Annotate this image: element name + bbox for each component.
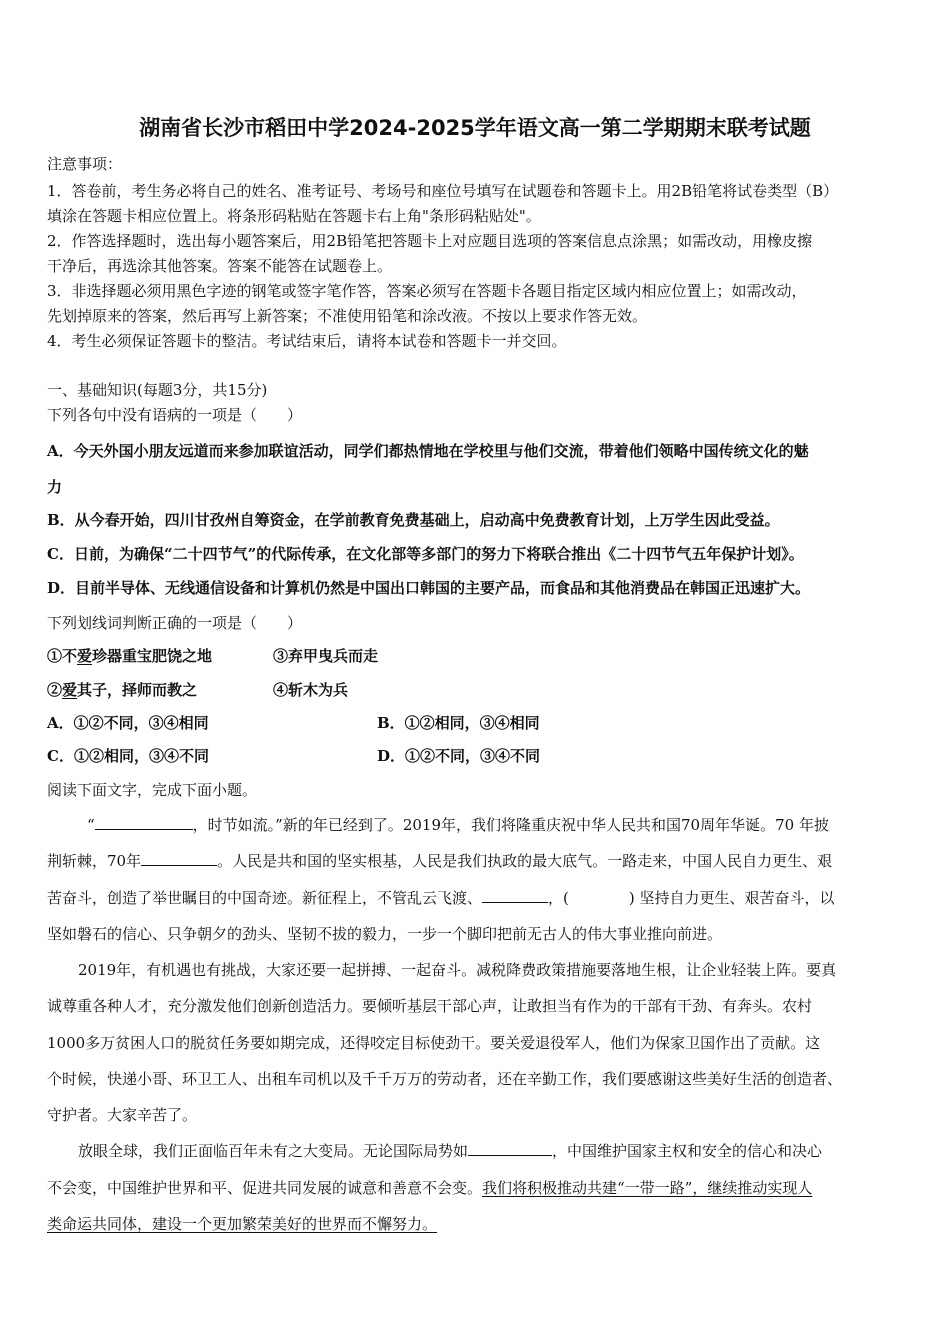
option-b: B．从今春开始，四川甘孜州自筹资金，在学前教育免费基础上，启动高中免费教育计划，上万学生因此受益。 [47,511,780,529]
passage-line: 坚如磐石的信心、只争朝夕的劲头、坚韧不拔的毅力，一步一个脚印把前无古人的伟大事业推向前进。 [47,925,723,943]
question-stem: 下列各句中没有语病的一项是（ ） [47,406,303,424]
item-text: 珍器重宝肥饶之地 [92,647,213,665]
underlined-sentence: 我们将积极推动共建“一带一路”，继续推动实现人 [482,1179,813,1197]
notice-line: 干净后，再选涂其他答案。答案不能答在试题卷上。 [47,257,393,275]
passage-line: 诚尊重各种人才，充分激发他们创新创造活力。要倾听基层干部心声，让敢担当有作为的干部有干劲、有奔头。农村 [47,997,813,1015]
word-item-1 [47,645,212,666]
passage-line [87,814,829,835]
notice-line: 填涂在答题卡相应位置上。将条形码粘贴在答题卡右上角"条形码粘贴处"。 [47,207,541,225]
passage-line [47,1177,812,1198]
option-d: D．目前半导体、无线通信设备和计算机仍然是中国出口韩国的主要产品，而食品和其他消费品在韩国正迅速扩大。 [47,579,811,597]
passage-text: 放眼全球，我们正面临百年未有之大变局。无论国际局势如 [78,1142,469,1160]
passage-text: “ [87,816,95,834]
passage-line [47,850,832,871]
notice-heading: 注意事项： [47,155,123,173]
notice-line: 4．考生必须保证答题卡的整洁。考试结束后，请将本试卷和答题卡一并交回。 [47,332,567,350]
passage-line: 守护者。大家辛苦了。 [47,1106,198,1124]
notice-line: 先划掉原来的答案，然后再写上新答案；不准使用铅笔和涂改液。不按以上要求作答无效。 [47,307,648,325]
fill-blank [141,850,217,866]
fill-blank [468,1140,552,1156]
word-item-4: ④斩木为兵 [273,681,349,699]
underlined-word: 爱 [77,647,93,665]
passage-line: 2019年，有机遇也有挑战，大家还要一起拼搏、一起奋斗。减税降费政策措施要落地生根，让企业轻装上阵。要真 [78,961,837,979]
passage-line: 个时候，快递小哥、环卫工人、出租车司机以及千千万万的劳动者，还在辛勤工作，我们要感谢这些美好生活的创造者、 [47,1070,843,1088]
option-a: A．今天外国小朋友远道而来参加联谊活动，同学们都热情地在学校里与他们交流，带着他们领略中国传统文化的魅 [47,442,809,460]
option-d: D．①②不同，③④不同 [377,747,541,765]
passage-text: 。人民是共和国的坚实根基，人民是我们执政的最大底气。一路走来，中国人民自力更生、艰 [217,852,833,870]
option-a: A．①②不同，③④相同 [47,714,209,732]
option-c: C．①②相同，③④不同 [47,747,209,765]
passage-text: ，( ) 坚持自力更生、艰苦奋斗，以 [548,889,835,907]
option-b: B．①②相同，③④相同 [377,714,540,732]
section-heading: 一、基础知识(每题3分，共15分) [47,381,268,399]
option-c: C．日前，为确保“二十四节气”的代际传承，在文化部等多部门的努力下将联合推出《二十四节气五年保护计划》。 [47,545,804,563]
passage-text: 不会变，中国维护世界和平、促进共同发展的诚意和善意不会变。 [47,1179,483,1197]
passage-text: 苦奋斗，创造了举世瞩目的中国奇迹。新征程上，不管乱云飞渡、 [47,889,483,907]
underlined-word: 爱 [62,681,78,699]
passage-text: 荆斩棘，70年 [47,852,142,870]
page-title: 湖南省长沙市稻田中学2024-2025学年语文高一第二学期期末联考试题 [139,116,811,140]
passage-text: ，中国维护国家主权和安全的信心和决心 [552,1142,823,1160]
passage-text: ，时节如流。”新的年已经到了。2019年，我们将隆重庆祝中华人民共和国70周年华诞。70 年披 [192,816,829,834]
passage-line [47,887,835,908]
passage-line: 1000多万贫困人口的脱贫任务要如期完成，还得咬定目标使劲干。要关爱退役军人，他们为保家卫国作出了贡献。这 [47,1034,821,1052]
option-a-continued: 力 [47,478,63,496]
reading-intro: 阅读下面文字，完成下面小题。 [47,781,258,799]
item-text: 其子，择师而教之 [77,681,198,699]
fill-blank [482,887,548,903]
notice-line: 1．答卷前，考生务必将自己的姓名、准考证号、考场号和座位号填写在试题卷和答题卡上。用2B铅笔将试卷类型（B） [47,182,839,200]
question-stem: 下列划线词判断正确的一项是（ ） [47,614,303,632]
item-number: ② [47,681,63,699]
underlined-sentence: 类命运共同体，建设一个更加繁荣美好的世界而不懈努力。 [47,1215,438,1233]
item-number: ① [47,647,63,665]
notice-line: 2．作答选择题时，选出每小题答案后，用2B铅笔把答题卡上对应题目选项的答案信息点涂黑；如需改动，用橡皮擦 [47,232,813,250]
item-text: 不 [62,647,78,665]
passage-line [78,1140,822,1161]
notice-line: 3．非选择题必须用黑色字迹的钢笔或签字笔作答，答案必须写在答题卡各题目指定区域内相应位置上；如需改动， [47,282,807,300]
word-item-3: ③弃甲曳兵而走 [273,647,379,665]
fill-blank [95,814,193,830]
word-item-2 [47,679,197,700]
